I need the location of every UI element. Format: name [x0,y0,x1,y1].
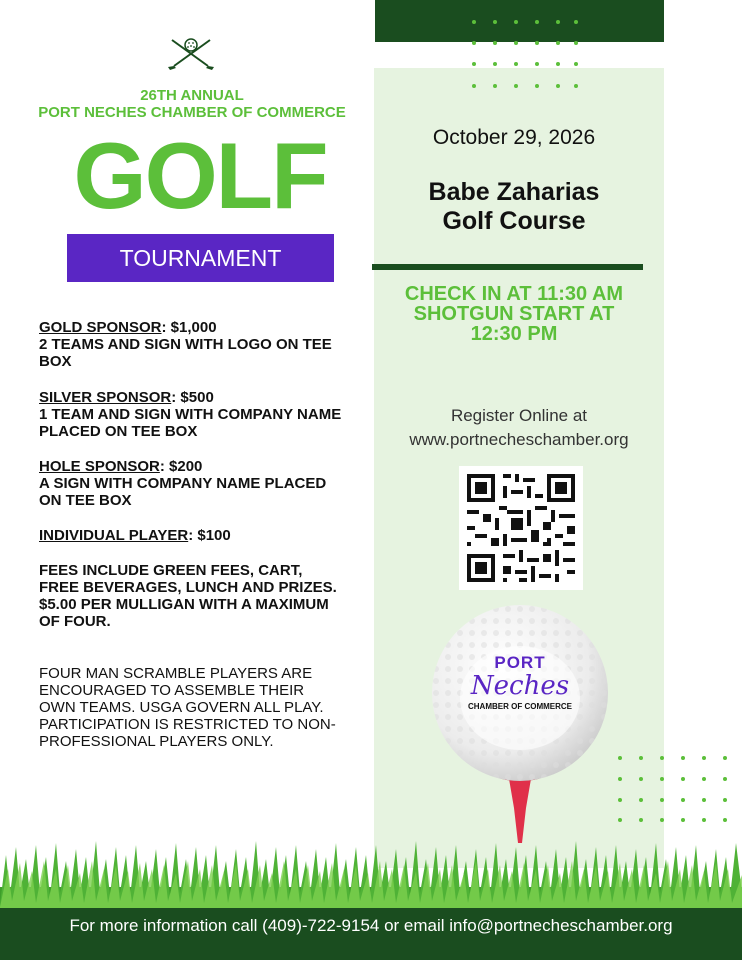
shotgun-start-line: SHOTGUN START AT [413,303,615,325]
register-url[interactable]: www.portnecheschamber.org [409,430,629,449]
scramble-rules: FOUR MAN SCRAMBLE PLAYERS ARE ENCOURAGED TO ASSEMBLE THEIR OWN TEAMS. USGA GOVERN ALL PLAY. PARTICIPATION IS RESTRICTED TO NON-PROFESSIONAL PLAYERS ONLY. [39,665,336,750]
dot-pattern-bottom [616,754,736,824]
check-in-line: CHECK IN AT 11:30 AM [404,283,624,305]
gold-sponsor-block [39,319,349,370]
sponsor-tier-label: INDIVIDUAL PLAYER [39,527,189,544]
logo-chamber-text: CHAMBER OF COMMERCE [468,702,572,711]
sponsor-price: : $100 [188,527,231,544]
sponsor-tier-label: GOLD SPONSOR [39,319,162,336]
venue-name [374,178,654,236]
qr-code[interactable] [459,466,583,590]
sponsor-price: : $500 [171,389,214,406]
shotgun-start-time: 12:30 PM [470,323,558,345]
logo-neches-text: Neches [470,671,570,701]
footer-contact-info: For more information call (409)-722-9154 or email info@portnecheschamber.org [69,916,673,935]
venue-line-2: Golf Course [442,207,586,235]
fees-info: FEES INCLUDE GREEN FEES, CART, FREE BEVERAGES, LUNCH AND PRIZES. $5.00 PER MULLIGAN WITH A MAXIMUM OF FOUR. [39,562,337,630]
tournament-banner: TOURNAMENT [67,234,334,282]
event-date: October 29, 2026 [432,126,596,149]
section-divider [372,264,643,270]
sponsor-description: 2 TEAMS AND SIGN WITH LOGO ON TEE BOX [39,336,332,370]
organizer-name: PORT NECHES CHAMBER OF COMMERCE [38,104,346,121]
sponsor-tier-label: HOLE SPONSOR [39,458,160,475]
crossed-golf-clubs-icon [166,36,216,72]
venue-line-1: Babe Zaharias [428,178,600,206]
annual-edition-label: 26TH ANNUAL [140,87,244,104]
dot-pattern-top [470,18,580,94]
sponsor-tier-label: SILVER SPONSOR [39,389,172,406]
chamber-logo [440,654,600,714]
logo-port-text: PORT [494,653,546,672]
sponsor-price: : $200 [159,458,203,475]
golf-title: GOLF [73,123,327,228]
grass-border [0,835,742,915]
registration-info [374,404,664,452]
register-label: Register Online at [450,406,588,425]
sponsor-price: : $1,000 [161,319,217,336]
silver-sponsor-block [39,389,349,440]
hole-sponsor-block [39,458,349,509]
individual-player-block [39,527,349,544]
sponsor-description: A SIGN WITH COMPANY NAME PLACED ON TEE BOX [39,475,327,509]
tee-icon [508,773,532,843]
sponsor-description: 1 TEAM AND SIGN WITH COMPANY NAME PLACED ON TEE BOX [39,406,342,440]
check-in-times [374,284,654,344]
